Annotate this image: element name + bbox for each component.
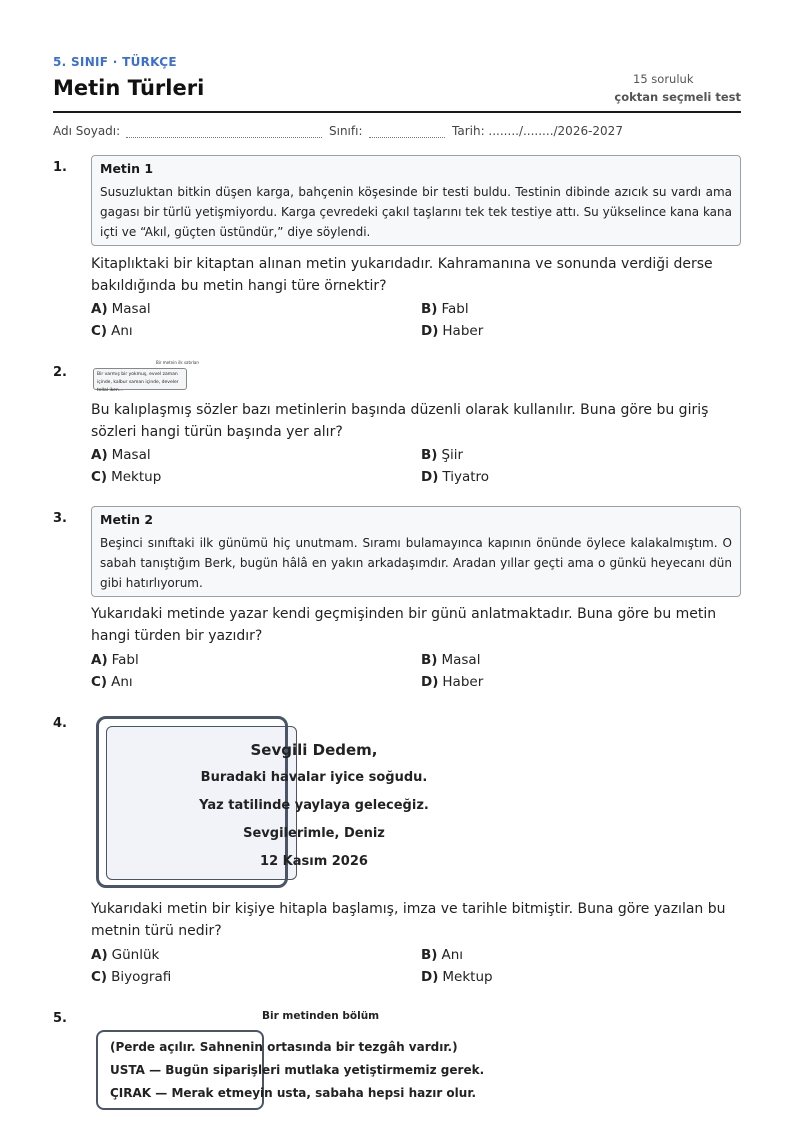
option-c[interactable]: C) Anı	[91, 674, 133, 690]
box-title: Metin 2	[100, 512, 154, 527]
header-rule	[53, 111, 741, 113]
box-text: Beşinci sınıftaki ilk günümü hiç unutmam. Sıramı bulamayınca kapının önünde öylece kalakalmıştım. O sabah tanıştığım Berk, bugün hâlâ en yakın arkadaşımdır. Aradan yıllar geçti ama o günkü heyecanı dün gibi hatırlıyorum.	[100, 536, 732, 590]
letter-signature: Sevgilerimle, Deniz	[243, 826, 385, 841]
option-b[interactable]: B) Fabl	[421, 301, 469, 317]
question-stem: Yukarıdaki metinde yazar kendi geçmişinden bir günü anlatmaktadır. Buna göre bu metin hangi türden bir yazıdır?	[91, 606, 717, 644]
letter-line: Yaz tatilinde yaylaya geleceğiz.	[199, 798, 429, 813]
option-a[interactable]: A) Fabl	[91, 652, 139, 668]
page-title: Metin Türleri	[53, 76, 205, 100]
script-line: (Perde açılır. Sahnenin ortasında bir tezgâh vardır.)	[110, 1040, 458, 1054]
option-d[interactable]: D) Haber	[421, 323, 484, 339]
excerpt-text: Bir varmış bir yokmuş, evvel zaman içinde, kalbur saman içinde, develer tellal iken...	[97, 372, 179, 393]
option-a[interactable]: A) Masal	[91, 301, 151, 317]
letter-greeting: Sevgili Dedem,	[250, 741, 378, 759]
question-stem: Yukarıdaki metin bir kişiye hitapla başlamış, imza ve tarihle bitmiştir. Buna göre yazılan bu metnin türü nedir?	[91, 901, 726, 939]
option-d[interactable]: D) Mektup	[421, 969, 493, 985]
script-line: ÇIRAK — Merak etmeyin usta, sabaha hepsi hazır olur.	[110, 1086, 477, 1100]
option-b[interactable]: B) Şiir	[421, 447, 464, 463]
option-a[interactable]: A) Günlük	[91, 947, 160, 963]
name-label: Adı Soyadı:	[53, 124, 121, 138]
letter-date: 12 Kasım 2026	[260, 854, 368, 869]
question-number: 5.	[53, 1011, 67, 1026]
script-line: USTA — Bugün siparişleri mutlaka yetiştirmemiz gerek.	[110, 1063, 485, 1077]
option-b[interactable]: B) Masal	[421, 652, 481, 668]
option-a[interactable]: A) Masal	[91, 447, 151, 463]
name-blank	[126, 128, 322, 138]
date-label: Tarih: ......../......../2026-2027	[452, 124, 623, 138]
question-stem: Kitaplıktaki bir kitaptan alınan metin yukarıdadır. Kahramanına ve sonunda verdiği derse bakıldığında bu metin hangi türe örnektir?	[91, 256, 713, 294]
class-blank	[369, 128, 445, 138]
box-text: Susuzluktan bitkin düşen karga, bahçenin köşesinde bir testi buldu. Testinin dibinde azıcık su vardı ama gagası bir türlü yetişmiyordu. Karga çevredeki çakıl taşlarını tek tek testiye attı. Su yükselince kana kana içti ve “Akıl, güçten üstündür,” diye söylendi.	[100, 185, 732, 239]
test-type: çoktan seçmeli test	[614, 90, 741, 104]
excerpt-title: Bir metnin ilk satırları	[156, 360, 200, 365]
question-stem: Bu kalıplaşmış sözler bazı metinlerin başında düzenli olarak kullanılır. Buna göre bu giriş sözleri hangi türün başında yer alır?	[91, 402, 709, 440]
excerpt-title: Bir metinden bölüm	[262, 1010, 380, 1022]
question-number: 4.	[53, 716, 67, 731]
question-number: 2.	[53, 365, 67, 380]
option-c[interactable]: C) Anı	[91, 323, 133, 339]
question-count: 15 soruluk	[633, 72, 694, 86]
option-d[interactable]: D) Tiyatro	[421, 469, 490, 485]
excerpt-box	[93, 368, 187, 393]
option-d[interactable]: D) Haber	[421, 674, 484, 690]
question-number: 3.	[53, 511, 67, 526]
grade-label: 5. SINIF · TÜRKÇE	[53, 55, 177, 69]
date-field	[452, 124, 623, 138]
question-number: 1.	[53, 160, 67, 175]
option-c[interactable]: C) Biyografi	[91, 969, 172, 985]
class-label: Sınıfı:	[329, 124, 363, 138]
text-box	[91, 155, 741, 246]
name-field	[53, 124, 322, 138]
letter-line: Buradaki havalar iyice soğudu.	[200, 770, 428, 785]
option-c[interactable]: C) Mektup	[91, 469, 162, 485]
option-b[interactable]: B) Anı	[421, 947, 464, 963]
text-box	[91, 506, 741, 597]
class-field	[329, 124, 445, 138]
box-title: Metin 1	[100, 161, 154, 176]
